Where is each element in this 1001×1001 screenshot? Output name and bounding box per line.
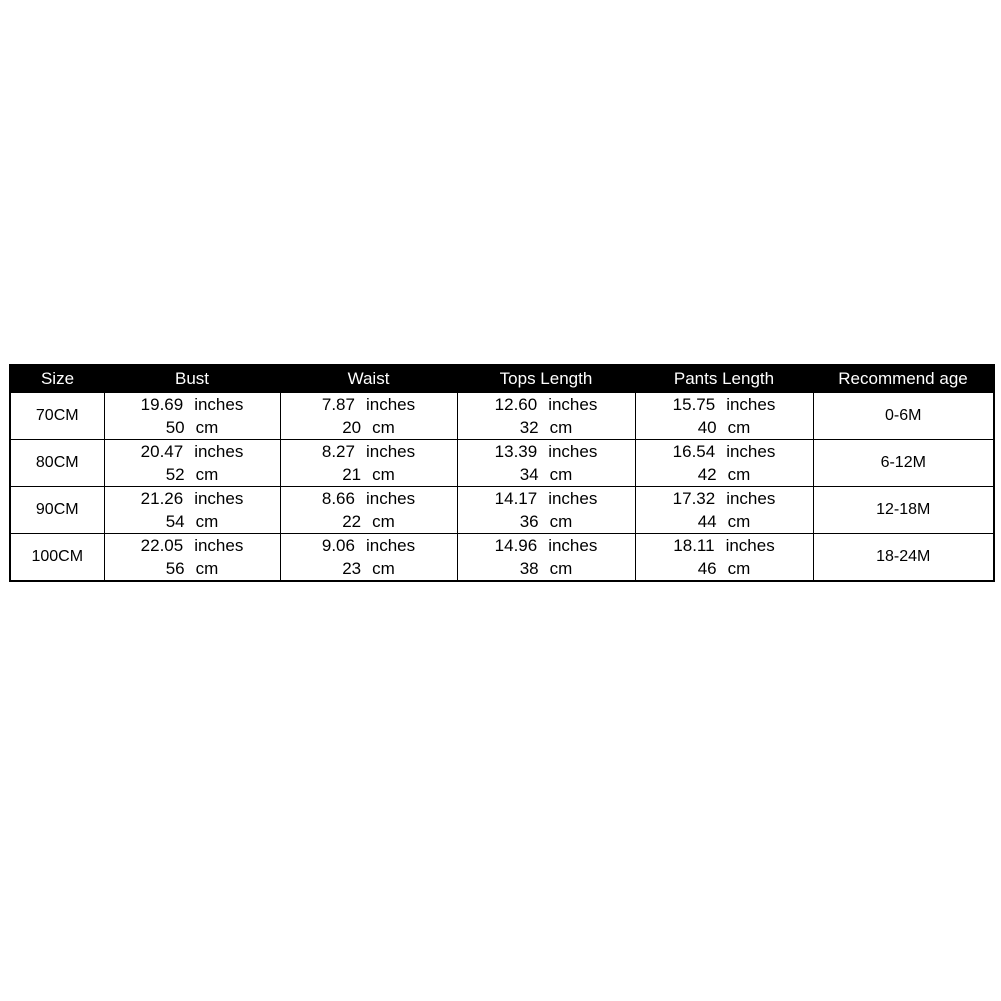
header-tops-length: Tops Length (457, 365, 635, 393)
waist-inches (281, 393, 457, 416)
pants-length-inches (636, 393, 813, 416)
bust-cm (105, 416, 280, 439)
waist-inches (281, 440, 457, 463)
tops-length-inches (458, 487, 635, 510)
waist-inches-value: 8.66 (321, 489, 355, 508)
size-cell: 80CM (10, 440, 104, 487)
waist-cell (280, 534, 457, 582)
bust-inches (105, 440, 280, 463)
tops-length-cm-unit: cm (549, 418, 573, 437)
waist-cm-unit: cm (372, 512, 395, 531)
bust-inches-unit: inches (194, 536, 244, 555)
waist-inches (281, 534, 457, 557)
bust-cell (104, 393, 280, 440)
recommend-age-cell: 18-24M (813, 534, 994, 582)
table-body (10, 393, 994, 582)
bust-inches-unit: inches (194, 395, 244, 414)
waist-cm-value: 22 (342, 512, 362, 531)
tops-length-inches-unit: inches (548, 395, 598, 414)
waist-inches-unit: inches (365, 536, 416, 555)
table-row (10, 440, 994, 487)
pants-length-inches-value: 17.32 (672, 489, 716, 508)
waist-cell (280, 487, 457, 534)
waist-cm (281, 510, 457, 533)
pants-length-inches (636, 487, 813, 510)
bust-cm-unit: cm (195, 559, 219, 578)
pants-length-cm (636, 557, 813, 580)
waist-cm-value: 21 (342, 465, 362, 484)
tops-length-cell (457, 440, 635, 487)
bust-cm (105, 510, 280, 533)
tops-length-cm-value: 34 (519, 465, 539, 484)
waist-inches-value: 8.27 (321, 442, 355, 461)
pants-length-cm-unit: cm (727, 465, 751, 484)
bust-inches-value: 19.69 (140, 395, 184, 414)
pants-length-cm-value: 42 (697, 465, 717, 484)
header-recommend-age: Recommend age (813, 365, 994, 393)
pants-length-inches-value: 18.11 (673, 536, 715, 555)
bust-cm-unit: cm (195, 465, 219, 484)
waist-cell (280, 393, 457, 440)
tops-length-inches-unit: inches (548, 442, 598, 461)
pants-length-cm (636, 416, 813, 439)
waist-cm (281, 416, 457, 439)
table-row (10, 534, 994, 582)
tops-length-cm (458, 557, 635, 580)
pants-length-cm-unit: cm (727, 418, 751, 437)
pants-length-cm (636, 510, 813, 533)
tops-length-cell (457, 534, 635, 582)
bust-inches-value: 21.26 (140, 489, 184, 508)
tops-length-inches-value: 14.96 (494, 536, 538, 555)
bust-cell (104, 534, 280, 582)
pants-length-inches-unit: inches (726, 395, 776, 414)
header-pants-length: Pants Length (635, 365, 813, 393)
size-chart-table (9, 364, 995, 582)
header-row (10, 365, 994, 393)
bust-inches-unit: inches (194, 489, 244, 508)
tops-length-inches-unit: inches (548, 536, 598, 555)
pants-length-cm-unit: cm (727, 559, 751, 578)
tops-length-cell (457, 393, 635, 440)
bust-inches (105, 534, 280, 557)
waist-inches (281, 487, 457, 510)
tops-length-cm (458, 416, 635, 439)
pants-length-inches (636, 440, 813, 463)
tops-length-inches-unit: inches (548, 489, 598, 508)
tops-length-inches (458, 393, 635, 416)
pants-length-cm-value: 44 (697, 512, 717, 531)
bust-cm (105, 557, 280, 580)
pants-length-cm (636, 463, 813, 486)
waist-inches-unit: inches (365, 489, 416, 508)
waist-inches-unit: inches (365, 442, 416, 461)
tops-length-cm-value: 32 (519, 418, 539, 437)
recommend-age-cell: 12-18M (813, 487, 994, 534)
bust-cm-value: 56 (165, 559, 185, 578)
tops-length-cm (458, 510, 635, 533)
waist-cm-value: 20 (342, 418, 362, 437)
tops-length-cm-value: 36 (519, 512, 539, 531)
header-waist: Waist (280, 365, 457, 393)
waist-inches-value: 9.06 (321, 536, 355, 555)
table-row (10, 487, 994, 534)
pants-length-cell (635, 534, 813, 582)
pants-length-cm-unit: cm (727, 512, 751, 531)
pants-length-inches-unit: inches (726, 489, 776, 508)
bust-cell (104, 440, 280, 487)
pants-length-inches (636, 534, 813, 557)
pants-length-cm-value: 46 (697, 559, 717, 578)
tops-length-cm-unit: cm (549, 559, 573, 578)
waist-cm (281, 557, 457, 580)
bust-inches-value: 22.05 (140, 536, 184, 555)
bust-cm-value: 54 (165, 512, 185, 531)
tops-length-cm-unit: cm (549, 465, 573, 484)
pants-length-cell (635, 487, 813, 534)
bust-cm-value: 50 (165, 418, 185, 437)
bust-cm-unit: cm (195, 512, 219, 531)
waist-cm-unit: cm (372, 465, 395, 484)
waist-cell (280, 440, 457, 487)
pants-length-cell (635, 440, 813, 487)
tops-length-cell (457, 487, 635, 534)
pants-length-inches-unit: inches (725, 536, 775, 555)
waist-cm-value: 23 (342, 559, 362, 578)
size-cell: 70CM (10, 393, 104, 440)
waist-cm-unit: cm (372, 559, 395, 578)
pants-length-inches-value: 16.54 (672, 442, 716, 461)
recommend-age-cell: 0-6M (813, 393, 994, 440)
table-row (10, 393, 994, 440)
tops-length-cm-unit: cm (549, 512, 573, 531)
bust-cm-value: 52 (165, 465, 185, 484)
bust-inches-value: 20.47 (140, 442, 184, 461)
recommend-age-cell: 6-12M (813, 440, 994, 487)
header-bust: Bust (104, 365, 280, 393)
header-size: Size (10, 365, 104, 393)
bust-cell (104, 487, 280, 534)
tops-length-inches (458, 534, 635, 557)
waist-cm (281, 463, 457, 486)
pants-length-inches-unit: inches (726, 442, 776, 461)
bust-cm-unit: cm (195, 418, 219, 437)
tops-length-inches-value: 12.60 (494, 395, 538, 414)
bust-inches (105, 393, 280, 416)
bust-inches (105, 487, 280, 510)
tops-length-inches-value: 14.17 (494, 489, 538, 508)
size-cell: 100CM (10, 534, 104, 582)
size-cell: 90CM (10, 487, 104, 534)
tops-length-cm (458, 463, 635, 486)
tops-length-cm-value: 38 (519, 559, 539, 578)
waist-cm-unit: cm (372, 418, 395, 437)
tops-length-inches-value: 13.39 (494, 442, 538, 461)
waist-inches-unit: inches (365, 395, 416, 414)
pants-length-cell (635, 393, 813, 440)
bust-cm (105, 463, 280, 486)
waist-inches-value: 7.87 (321, 395, 355, 414)
tops-length-inches (458, 440, 635, 463)
pants-length-inches-value: 15.75 (672, 395, 716, 414)
pants-length-cm-value: 40 (697, 418, 717, 437)
bust-inches-unit: inches (194, 442, 244, 461)
